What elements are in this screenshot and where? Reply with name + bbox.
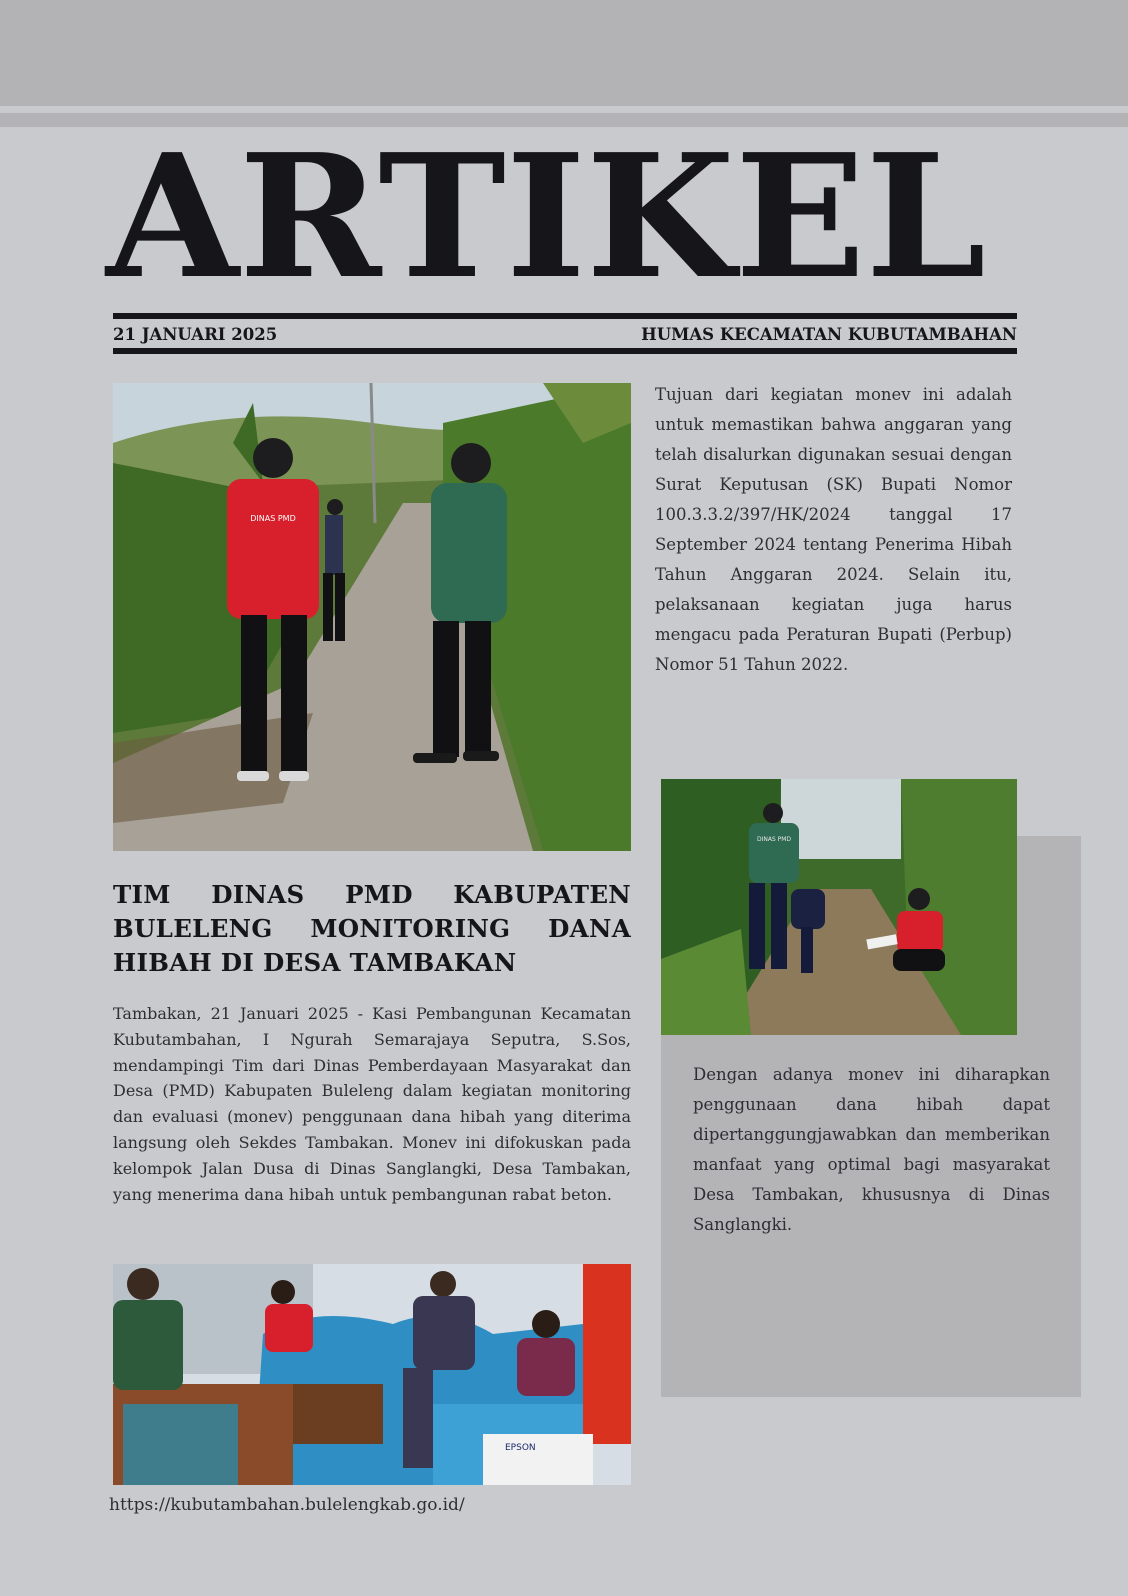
shirt-text: DINAS PMD: [756, 836, 792, 843]
masthead-svg: [96, 136, 996, 296]
header-band: [0, 0, 1128, 106]
article-closing: Dengan adanya monev ini diharapkan penggunaan dana hibah dapat dipertanggungjawabkan dan memberikan manfaat yang optimal bagi masyarakat Desa Tambakan, khususnya di Dinas Sanglangki.: [693, 1065, 1050, 1234]
photo-indoor-meeting: [113, 1264, 631, 1485]
top-rule: [113, 313, 1017, 319]
header-stripe: [0, 113, 1128, 127]
article-purpose: Tujuan dari kegiatan monev ini adalah untuk memastikan bahwa anggaran yang telah disalurkan digunakan sesuai dengan Surat Keputusan (SK) Bupati Nomor 100.3.3.2/397/HK/2024 tanggal 17 September 2024 tentang Penerima Hibah Tahun Anggaran 2024. Selain itu, pelaksanaan kegiatan juga harus mengacu pada Peraturan Bupati (Perbup) Nomor 51 Tahun 2022.: [655, 385, 1012, 674]
source-url[interactable]: https://kubutambahan.bulelengkab.go.id/: [109, 1495, 465, 1515]
masthead-title: ARTIKEL: [103, 136, 987, 296]
photo-field-inspection: [661, 779, 1017, 1035]
article-headline: TIM DINAS PMD KABUPATEN BULELENG MONITORING DANA HIBAH DI DESA TAMBAKAN: [113, 880, 631, 977]
publication-date: 21 JANUARI 2025: [113, 324, 278, 344]
box-text: EPSON: [505, 1443, 536, 1453]
publisher: HUMAS KECAMATAN KUBUTAMBAHAN: [641, 324, 1017, 344]
photo-road-visit: [113, 383, 631, 851]
bottom-rule: [113, 348, 1017, 354]
masthead: [96, 136, 996, 296]
jacket-text: DINAS PMD: [250, 514, 296, 523]
dateline: [113, 323, 1017, 345]
article-lead: Tambakan, 21 Januari 2025 - Kasi Pembangunan Kecamatan Kubutambahan, I Ngurah Semarajaya Seputra, S.Sos, mendampingi Tim dari Dinas Pemberdayaan Masyarakat dan Desa (PMD) Kabupaten Buleleng dalam kegiatan monitoring dan evaluasi (monev) penggunaan dana hibah yang diterima langsung oleh Sekdes Tambakan. Monev ini difokuskan pada kelompok Jalan Dusa di Dinas Sanglangki, Desa Tambakan, yang menerima dana hibah untuk pembangunan rabat beton.: [113, 1004, 631, 1204]
